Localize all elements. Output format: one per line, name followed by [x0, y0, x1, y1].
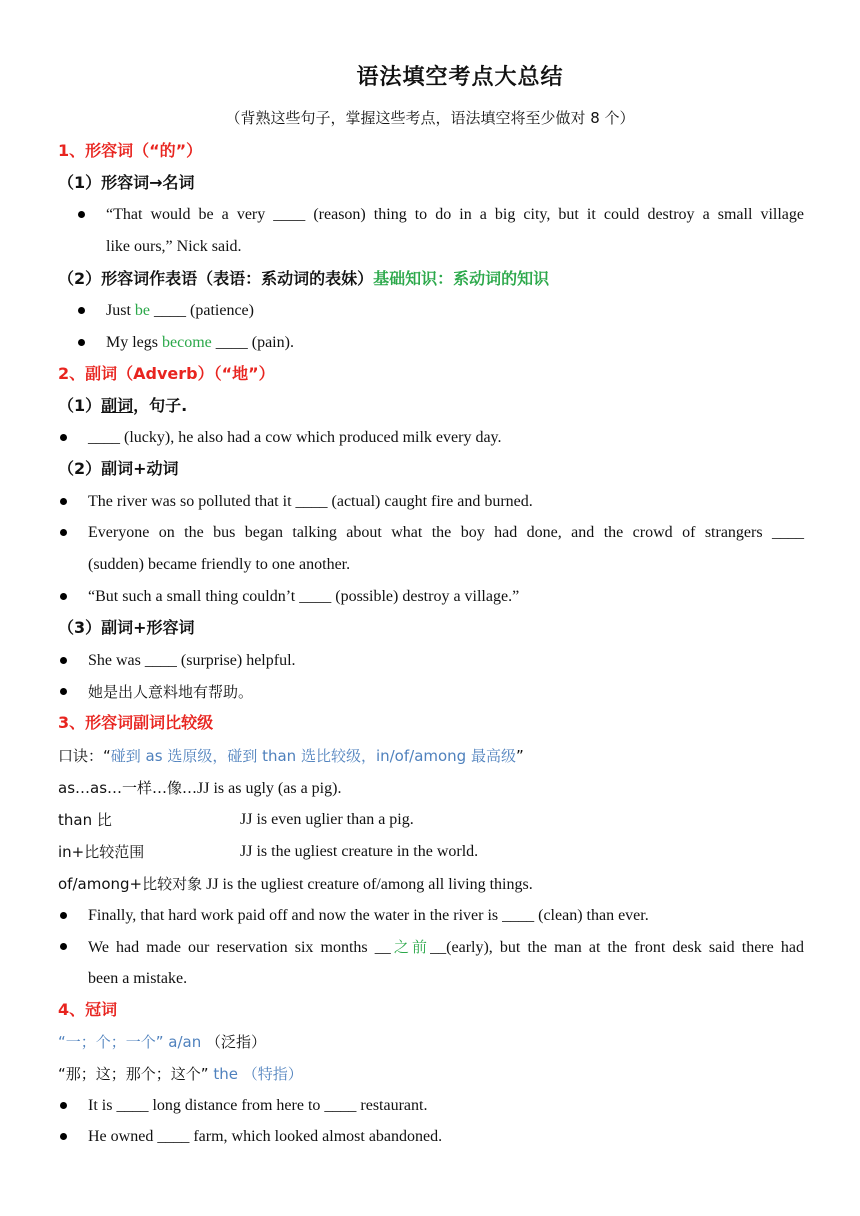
bullet-icon [60, 434, 67, 441]
s2-example-1: ____ (lucky), he also had a cow which produced milk every day. [88, 429, 502, 446]
s1-example-3: My legs become ____ (pain). [106, 334, 294, 351]
bullet-icon [78, 307, 85, 314]
article-indefinite: “一；个；一个” a/an （泛指） [58, 1033, 267, 1051]
bullet-icon [60, 943, 67, 950]
s3-example-1: Finally, that hard work paid off and now the water in the river is ____ (clean) than ever. [88, 907, 649, 924]
s1-example-2: Just be ____ (patience) [106, 302, 254, 319]
rule-as-as: as…as…一样…像…JJ is as ugly (as a pig). [58, 779, 342, 797]
bullet-icon [60, 529, 67, 536]
bullet-icon [60, 657, 67, 664]
rule-in-label: in+比较范围 [58, 843, 145, 861]
bullet-icon [60, 498, 67, 505]
section-1-sub-1: （1）形容词→名词 [58, 173, 195, 192]
s2-example-3-line-1: Everyone on the bus began talking about what the boy had done, and the crowd of strangers ____ [88, 524, 804, 541]
section-2-sub-3: （3）副词+形容词 [58, 618, 195, 637]
s4-example-1: It is ____ long distance from here to ____ restaurant. [88, 1097, 428, 1114]
right-arrow-icon: → [149, 173, 163, 192]
section-1-heading: 1、形容词（“的”） [58, 141, 203, 160]
rule-of-among: of/among+比较对象 JJ is the ugliest creature of/among all living things. [58, 875, 533, 893]
page-title: 语法填空考点大总结 [356, 65, 564, 90]
bullet-icon [60, 688, 67, 695]
s2-example-6: 她是出人意料地有帮助。 [88, 683, 254, 701]
section-3-heading: 3、形容词副词比较级 [58, 713, 214, 732]
s2-example-3-line-2: (sudden) became friendly to one another. [88, 556, 351, 573]
bullet-icon [60, 912, 67, 919]
s3-example-2-line-2: been a mistake. [88, 970, 188, 987]
s2-example-5: She was ____ (surprise) helpful. [88, 652, 296, 669]
bullet-icon [78, 211, 85, 218]
section-2-heading: 2、副词（Adverb）（“地”） [58, 364, 275, 383]
s1-example-1-line-2: like ours,” Nick said. [106, 238, 242, 255]
s2-example-4: “But such a small thing couldn’t ____ (possible) destroy a village.” [88, 588, 520, 605]
s4-example-2: He owned ____ farm, which looked almost abandoned. [88, 1128, 443, 1145]
bullet-icon [60, 593, 67, 600]
rhyme-line: 口诀：“碰到 as 选原级，碰到 than 选比较级，in/of/among 最高级” [58, 747, 524, 765]
section-2-sub-2: （2）副词+动词 [58, 459, 179, 478]
s3-example-2-line-1: We had made our reservation six months __之前__(early), but the man at the front desk said there had [88, 938, 804, 956]
section-2-sub-1: （1）副词，句子. [58, 396, 188, 415]
bullet-icon [60, 1102, 67, 1109]
bullet-icon [78, 339, 85, 346]
rule-than-label: than 比 [58, 811, 112, 829]
bullet-icon [60, 1133, 67, 1140]
section-1-sub-2: （2）形容词作表语（表语：系动词的表妹）基础知识：系动词的知识 [58, 269, 550, 288]
basic-knowledge-note: 基础知识：系动词的知识 [373, 269, 550, 288]
s2-example-2: The river was so polluted that it ____ (actual) caught fire and burned. [88, 493, 533, 510]
rule-than-example: JJ is even uglier than a pig. [240, 811, 414, 828]
section-4-heading: 4、冠词 [58, 1000, 118, 1019]
article-definite: “那；这；那个；这个” the （特指） [58, 1065, 303, 1083]
s1-example-1-line-1: “That would be a very ____ (reason) thing to do in a big city, but it could destroy a small village [106, 206, 804, 223]
page-subtitle: （背熟这些句子，掌握这些考点，语法填空将至少做对 8 个） [225, 109, 635, 127]
rule-in-example: JJ is the ugliest creature in the world. [240, 843, 479, 860]
